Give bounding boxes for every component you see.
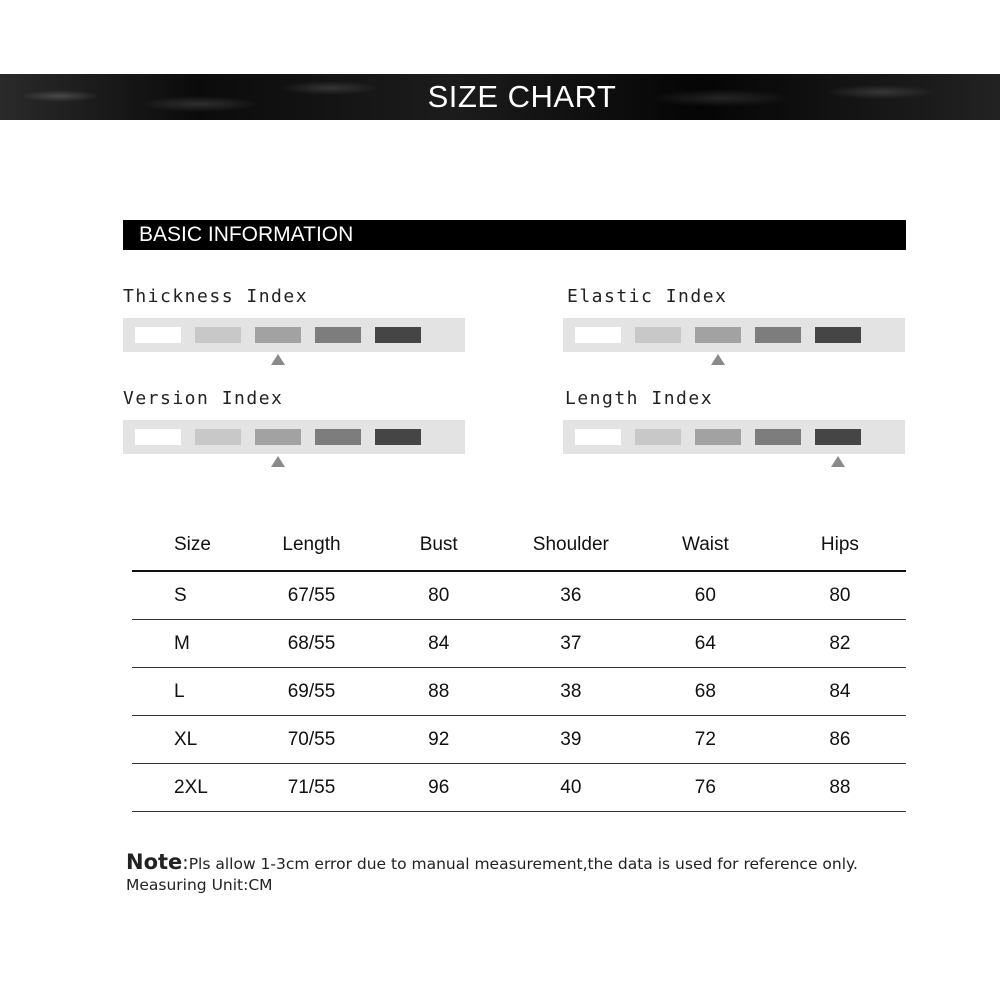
measuring-unit: Measuring Unit:CM — [126, 876, 273, 894]
cell-shoulder: 39 — [560, 728, 582, 750]
length-index — [563, 388, 905, 470]
cell-shoulder: 38 — [560, 680, 582, 702]
index-scale — [123, 318, 465, 352]
scale-swatch-2 — [195, 429, 241, 445]
version-index — [123, 388, 465, 470]
scale-swatch-5 — [375, 429, 421, 445]
index-label: Version Index — [123, 388, 284, 409]
header-hips: Hips — [820, 534, 859, 555]
scale-swatch-2 — [635, 429, 681, 445]
basic-information-header — [123, 220, 906, 250]
scale-swatch-3 — [255, 429, 301, 445]
cell-bust: 80 — [428, 584, 450, 606]
index-label: Length Index — [565, 388, 714, 409]
cell-length: 67/55 — [287, 584, 336, 606]
cell-shoulder: 37 — [560, 632, 582, 654]
cell-waist: 68 — [694, 680, 716, 702]
scale-swatch-2 — [195, 327, 241, 343]
table-row — [132, 668, 906, 716]
scale-swatch-5 — [815, 327, 861, 343]
scale-swatch-4 — [315, 429, 361, 445]
index-label: Elastic Index — [567, 286, 728, 307]
thickness-index — [123, 286, 465, 368]
cell-shoulder: 40 — [560, 776, 582, 798]
cell-bust: 88 — [428, 680, 450, 702]
measurement-note — [126, 850, 986, 894]
level-marker-icon — [271, 354, 285, 365]
scale-swatch-4 — [755, 327, 801, 343]
cell-hips: 88 — [829, 776, 851, 798]
note-separator: : — [182, 852, 189, 874]
banner-title: SIZE CHART — [427, 79, 617, 114]
cell-bust: 84 — [428, 632, 450, 654]
header-waist: Waist — [681, 534, 729, 555]
scale-swatch-1 — [575, 429, 621, 445]
header-length: Length — [282, 534, 341, 555]
scale-swatch-4 — [755, 429, 801, 445]
cell-bust: 92 — [428, 728, 450, 750]
note-text: Pls allow 1-3cm error due to manual measurement,the data is used for reference only. — [188, 855, 858, 873]
cell-length: 68/55 — [287, 632, 336, 654]
index-scale — [123, 420, 465, 454]
cell-hips: 84 — [829, 680, 851, 702]
level-marker-icon — [271, 456, 285, 467]
cell-length: 69/55 — [287, 680, 336, 702]
cell-hips: 82 — [829, 632, 851, 654]
note-line — [126, 850, 986, 874]
scale-swatch-3 — [695, 327, 741, 343]
index-scale — [563, 420, 905, 454]
header-shoulder: Shoulder — [532, 534, 609, 555]
scale-swatch-3 — [255, 327, 301, 343]
cell-hips: 86 — [829, 728, 851, 750]
cell-length: 71/55 — [287, 776, 336, 798]
scale-swatch-5 — [815, 429, 861, 445]
scale-swatch-1 — [135, 327, 181, 343]
elastic-index — [563, 286, 905, 368]
index-label: Thickness Index — [123, 286, 309, 307]
level-marker-icon — [711, 354, 725, 365]
table-row — [132, 716, 906, 764]
size-chart-banner — [0, 74, 1000, 120]
cell-waist: 60 — [694, 584, 716, 606]
header-bust: Bust — [419, 534, 458, 555]
index-scale — [563, 318, 905, 352]
table-header — [132, 520, 906, 572]
section-title: BASIC INFORMATION — [139, 223, 354, 246]
cell-size: 2XL — [174, 776, 208, 798]
cell-hips: 80 — [829, 584, 851, 606]
cell-size: S — [174, 584, 187, 606]
cell-size: L — [174, 680, 185, 702]
scale-swatch-5 — [375, 327, 421, 343]
cell-length: 70/55 — [287, 728, 336, 750]
scale-swatch-1 — [575, 327, 621, 343]
scale-swatch-4 — [315, 327, 361, 343]
table-row — [132, 572, 906, 620]
level-marker-icon — [831, 456, 845, 467]
header-size: Size — [174, 534, 211, 555]
cell-waist: 72 — [694, 728, 716, 750]
size-table — [132, 520, 906, 812]
scale-swatch-1 — [135, 429, 181, 445]
cell-bust: 96 — [428, 776, 450, 798]
cell-size: M — [174, 632, 190, 654]
cell-waist: 76 — [694, 776, 716, 798]
scale-swatch-3 — [695, 429, 741, 445]
table-row — [132, 764, 906, 812]
scale-swatch-2 — [635, 327, 681, 343]
cell-waist: 64 — [694, 632, 716, 654]
cell-size: XL — [174, 728, 198, 750]
note-key: Note — [126, 850, 183, 874]
table-row — [132, 620, 906, 668]
cell-shoulder: 36 — [560, 584, 582, 606]
